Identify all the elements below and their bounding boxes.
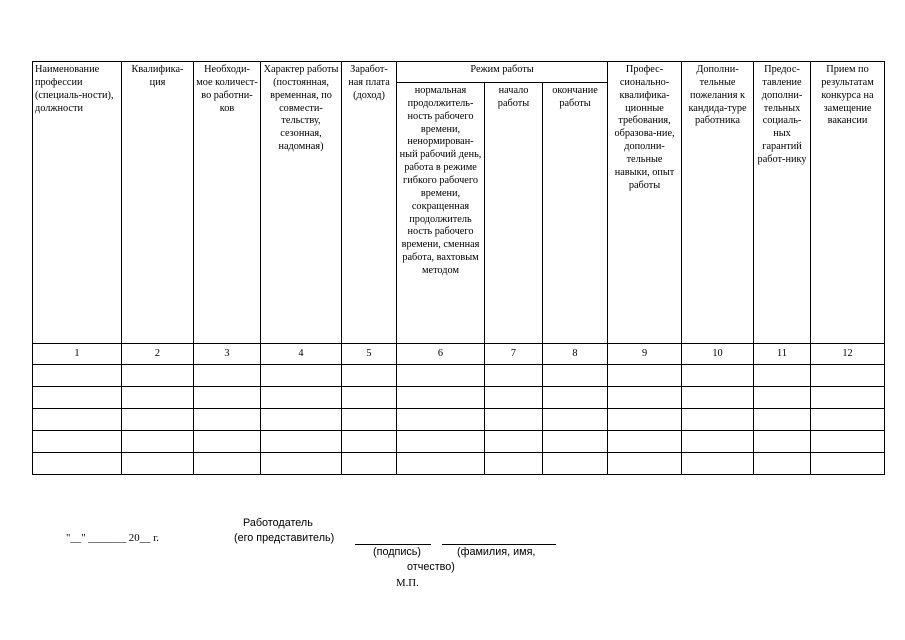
header-worker-count: Необходи-мое количест-во работни-ков (194, 62, 261, 344)
column-number-row (33, 344, 885, 365)
column-number: 8 (543, 344, 608, 365)
name-line[interactable] (442, 544, 556, 545)
table-cell[interactable] (485, 387, 543, 409)
table-cell[interactable] (485, 409, 543, 431)
table-cell[interactable] (342, 453, 397, 475)
table-cell[interactable] (608, 387, 682, 409)
column-number: 10 (682, 344, 754, 365)
table-cell[interactable] (543, 409, 608, 431)
column-number: 3 (194, 344, 261, 365)
table-cell[interactable] (342, 409, 397, 431)
table-cell[interactable] (682, 431, 754, 453)
table-cell[interactable] (33, 365, 122, 387)
column-number: 5 (342, 344, 397, 365)
header-qualification: Квалифика-ция (122, 62, 194, 344)
table-cell[interactable] (682, 365, 754, 387)
table-cell[interactable] (608, 409, 682, 431)
table-cell[interactable] (543, 365, 608, 387)
column-number: 9 (608, 344, 682, 365)
table-cell[interactable] (543, 431, 608, 453)
column-number: 7 (485, 344, 543, 365)
table-cell[interactable] (485, 365, 543, 387)
table-cell[interactable] (261, 431, 342, 453)
header-salary: Заработ-ная плата (доход) (342, 62, 397, 344)
table-cell[interactable] (754, 387, 811, 409)
table-cell[interactable] (194, 387, 261, 409)
table-cell[interactable] (33, 387, 122, 409)
table-cell[interactable] (194, 431, 261, 453)
table-cell[interactable] (342, 431, 397, 453)
vacancy-form-table (32, 61, 885, 475)
header-work-type: Характер работы (постоянная, временная, по совмести-тельству, сезонная, надомная) (261, 62, 342, 344)
column-number: 1 (33, 344, 122, 365)
table-cell[interactable] (33, 409, 122, 431)
table-cell[interactable] (485, 453, 543, 475)
table-cell[interactable] (608, 453, 682, 475)
column-number: 2 (122, 344, 194, 365)
table-cell[interactable] (33, 453, 122, 475)
table-cell[interactable] (608, 365, 682, 387)
header-wishes: Дополни-тельные пожелания к кандида-туре работника (682, 62, 754, 344)
table-cell[interactable] (397, 365, 485, 387)
table-cell[interactable] (485, 431, 543, 453)
column-number: 11 (754, 344, 811, 365)
table-cell[interactable] (608, 431, 682, 453)
table-cell[interactable] (33, 431, 122, 453)
table-cell[interactable] (342, 387, 397, 409)
table-cell[interactable] (811, 387, 885, 409)
table-cell[interactable] (811, 409, 885, 431)
table-row (33, 365, 885, 387)
table-cell[interactable] (543, 387, 608, 409)
table-cell[interactable] (682, 409, 754, 431)
table-cell[interactable] (754, 409, 811, 431)
header-competition: Прием по результатам конкурса на замещение вакансии (811, 62, 885, 344)
table-cell[interactable] (261, 453, 342, 475)
table-cell[interactable] (342, 365, 397, 387)
table-cell[interactable] (122, 365, 194, 387)
header-row (33, 62, 885, 83)
table-cell[interactable] (397, 431, 485, 453)
header-requirements: Профес-сионально-квалифика-ционные требования, образова-ние, дополни-тельные навыки, опыт работы (608, 62, 682, 344)
column-number: 6 (397, 344, 485, 365)
header-work-mode: Режим работы (397, 62, 608, 83)
header-work-hours-type: нормальная продолжитель-ность рабочего времени, ненормирован-ный рабочий день, работа в режиме гибкого рабочего времени, сокращенная продолжитель ность рабочего времени, сменная работа, вахтовым методом (397, 83, 485, 344)
table-cell[interactable] (122, 453, 194, 475)
table-cell[interactable] (754, 431, 811, 453)
table-cell[interactable] (194, 365, 261, 387)
table-cell[interactable] (261, 365, 342, 387)
date-field[interactable]: "__" _______ 20__ г. (66, 532, 160, 544)
table-cell[interactable] (682, 387, 754, 409)
table-cell[interactable] (754, 453, 811, 475)
stamp-label: М.П. (396, 577, 419, 589)
header-work-start: начало работы (485, 83, 543, 344)
table-row (33, 387, 885, 409)
representative-label: (его представитель) (234, 532, 335, 544)
signature-line[interactable] (355, 544, 431, 545)
table-cell[interactable] (397, 409, 485, 431)
signature-label: (подпись) (373, 546, 422, 558)
table-cell[interactable] (811, 365, 885, 387)
header-profession: Наименование профессии (специаль-ности), должности (33, 62, 122, 344)
table-cell[interactable] (261, 387, 342, 409)
table-cell[interactable] (754, 365, 811, 387)
table-cell[interactable] (122, 431, 194, 453)
table-cell[interactable] (122, 387, 194, 409)
header-work-end: окончание работы (543, 83, 608, 344)
table-cell[interactable] (194, 453, 261, 475)
table-cell[interactable] (811, 431, 885, 453)
table-cell[interactable] (397, 453, 485, 475)
table-cell[interactable] (261, 409, 342, 431)
table-cell[interactable] (397, 387, 485, 409)
name-label-cont: отчество) (407, 561, 455, 573)
name-label: (фамилия, имя, (457, 546, 536, 558)
employer-label: Работодатель (243, 517, 313, 529)
table-cell[interactable] (543, 453, 608, 475)
table-cell[interactable] (811, 453, 885, 475)
table-row (33, 409, 885, 431)
column-number: 4 (261, 344, 342, 365)
header-social-guarantees: Предос-тавление дополни-тельных социаль-ных гарантий работ-нику (754, 62, 811, 344)
table-cell[interactable] (194, 409, 261, 431)
table-row (33, 453, 885, 475)
column-number: 12 (811, 344, 885, 365)
table-row (33, 431, 885, 453)
table-cell[interactable] (682, 453, 754, 475)
table-cell[interactable] (122, 409, 194, 431)
